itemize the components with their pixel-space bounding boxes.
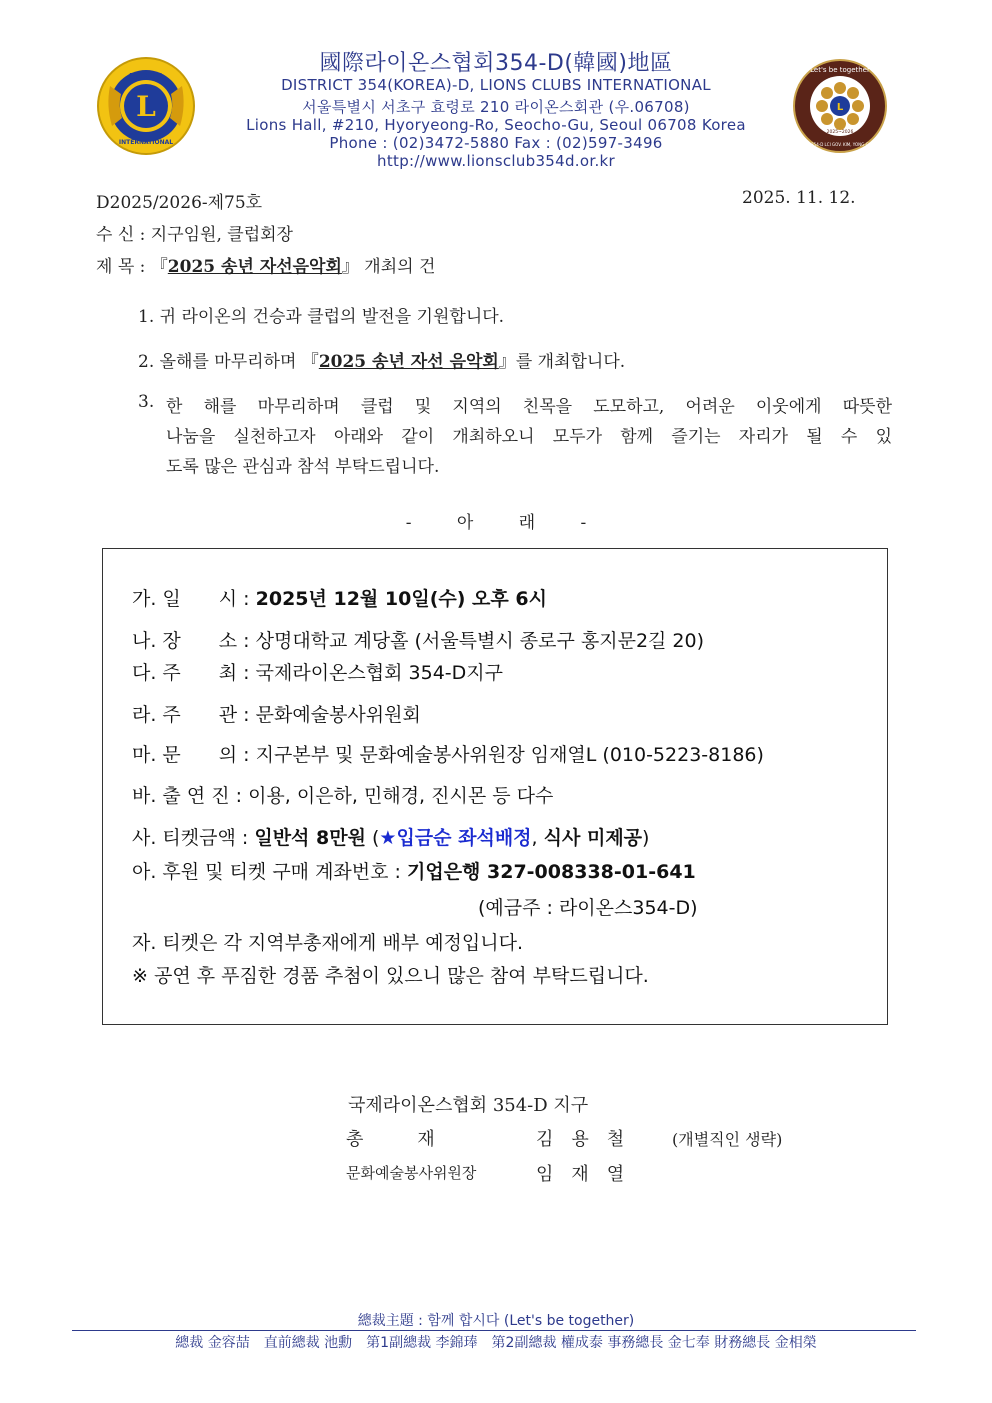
svg-text:INTERNATIONAL: INTERNATIONAL	[118, 139, 174, 146]
detail-host-label: 다. 주 최 :	[132, 662, 250, 684]
detail-distribution: 자. 티켓은 각 지역부총재에게 배부 예정입니다.	[132, 932, 524, 954]
detail-place-value: 상명대학교 계당홀 (서울특별시 종로구 홍지문2길 20)	[255, 630, 705, 652]
signature-chair-title: 문화예술봉사위원장	[346, 1164, 477, 1182]
detail-account-holder: (예금주 : 라이온스354-D)	[478, 897, 698, 919]
website-url: http://www.lionsclub354d.or.kr	[377, 152, 615, 170]
signature-governor-name: 김 용 철	[536, 1129, 625, 1150]
detail-cast-value: 이용, 이은하, 민해경, 진시몬 등 다수	[248, 785, 554, 807]
svg-text:LIONS: LIONS	[128, 72, 164, 83]
detail-ticket-meal-note: 식사 미제공	[543, 827, 643, 849]
recipient-line: 수 신 : 지구임원, 클럽회장	[96, 225, 293, 245]
detail-place-label: 나. 장 소 :	[132, 630, 250, 652]
paragraph-3-number: 3.	[138, 392, 155, 412]
detail-account-value: 기업은행 327-008338-01-641	[406, 861, 696, 883]
detail-organizer-label: 라. 주 관 :	[132, 704, 250, 726]
paragraph-2-suffix: 』를 개최합니다.	[498, 352, 626, 372]
paragraph-3-line-1: 한 해를 마무리하며 클럽 및 지역의 친목을 도모하고, 어려운 이웃에게 따뜻한	[166, 397, 892, 417]
signature-seal-note: (개별직인 생략)	[672, 1130, 783, 1149]
paragraph-2-event-name: 2025 송년 자선 음악회	[318, 352, 499, 372]
detail-date	[132, 584, 547, 611]
detail-cast	[132, 781, 553, 808]
detail-organizer	[132, 700, 421, 727]
address-korean: 서울특별시 서초구 효령로 210 라이온스회관 (우.06708)	[302, 98, 690, 116]
document-date: 2025. 11. 12.	[742, 188, 856, 208]
paragraph-3-line-2: 나눔을 실천하고자 아래와 같이 개최하오니 모두가 함께 즐기는 자리가 될 수 있	[166, 427, 892, 447]
detail-ticket-price-value: 일반석 8만원	[254, 827, 366, 849]
below-marker: - 아 래 -	[405, 513, 587, 533]
detail-cast-label: 바. 출 연 진 :	[132, 785, 243, 807]
detail-host-value: 국제라이온스협회 354-D지구	[255, 662, 503, 684]
ticket-comma: ,	[531, 827, 544, 849]
detail-organizer-value: 문화예술봉사위원회	[255, 704, 421, 726]
detail-date-value: 2025년 12월 10일(수) 오후 6시	[255, 588, 547, 610]
district-english-name: DISTRICT 354(KOREA)-D, LIONS CLUBS INTERNATIONAL	[281, 76, 711, 94]
detail-ticket-seating-note: ★입금순 좌석배정	[379, 827, 532, 849]
detail-account-label: 아. 후원 및 티켓 구매 계좌번호 :	[132, 861, 401, 883]
detail-date-label: 가. 일 시 :	[132, 588, 250, 610]
svg-text:Let's be together: Let's be together	[810, 66, 870, 74]
ticket-paren-open: (	[365, 827, 380, 849]
ticket-paren-close: )	[642, 827, 650, 849]
subject-prefix: 제 목 : 『	[96, 257, 168, 277]
paragraph-1: 1. 귀 라이온의 건승과 클럽의 발전을 기원합니다.	[138, 307, 505, 327]
detail-ticket-label: 사. 티켓금액 :	[132, 827, 249, 849]
document-number: D2025/2026-제75호	[96, 193, 263, 213]
detail-lucky-draw-note: ※ 공연 후 푸짐한 경품 추첨이 있으니 많은 참여 부탁드립니다.	[132, 965, 649, 987]
address-english: Lions Hall, #210, Hyoryeong-Ro, Seocho-Gu, Seoul 06708 Korea	[246, 116, 746, 134]
detail-inquiry	[132, 740, 764, 767]
detail-ticket-price	[132, 823, 649, 850]
detail-inquiry-label: 마. 문 의 :	[132, 744, 250, 766]
detail-host	[132, 658, 503, 685]
subject-line	[96, 252, 435, 277]
subject-suffix: 』 개최의 건	[341, 257, 436, 277]
signature-chair-name: 임 재 열	[536, 1164, 625, 1185]
paragraph-2	[138, 347, 625, 372]
footer-officers: 總裁 金容喆 直前總裁 池勳 第1副總裁 李錦琫 第2副總裁 權成泰 事務總長 金七奉 財務總長 金相榮	[175, 1335, 817, 1351]
district-title: 國際라이온스협회354-D(韓國)地區	[319, 51, 673, 76]
detail-account	[132, 857, 696, 884]
svg-text:L: L	[136, 90, 156, 123]
detail-place	[132, 626, 704, 653]
signature-governor-title: 총 재	[346, 1129, 435, 1150]
svg-text:L: L	[836, 102, 844, 113]
footer-divider	[72, 1330, 916, 1331]
paragraph-3-line-3: 도록 많은 관심과 참석 부탁드립니다.	[166, 457, 440, 477]
phone-fax: Phone : (02)3472-5880 Fax : (02)597-3496	[329, 134, 663, 152]
subject-event-name: 2025 송년 자선음악회	[167, 257, 342, 277]
footer-motto: 總裁主題 : 함께 합시다 (Let's be together)	[357, 1313, 635, 1329]
svg-text:DIST 354-D LCI GOV. KIM, YONG-: DIST 354-D LCI GOV. KIM, YONG-CHEOL	[800, 142, 880, 147]
svg-text:2025~2026: 2025~2026	[826, 130, 854, 135]
paragraph-2-prefix: 2. 올해를 마무리하며 『	[138, 352, 319, 372]
detail-inquiry-value: 지구본부 및 문화예술봉사위원장 임재열L (010-5223-8186)	[255, 744, 764, 766]
signature-organization: 국제라이온스협회 354-D 지구	[348, 1095, 589, 1116]
